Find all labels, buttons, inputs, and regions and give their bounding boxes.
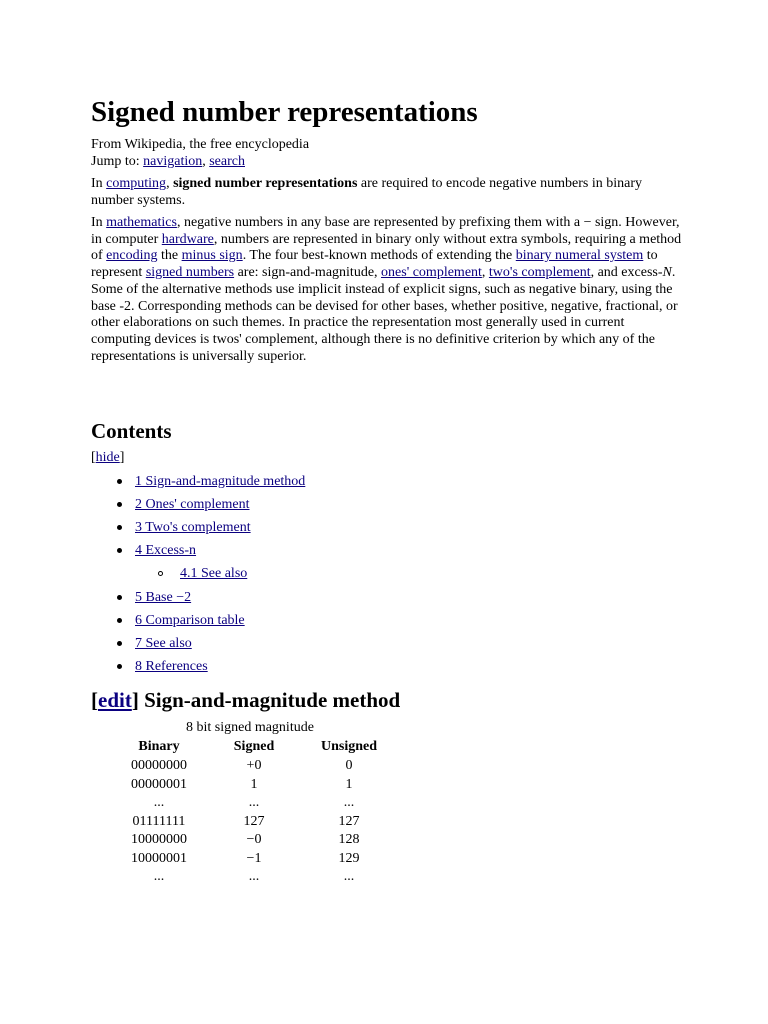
text: , and excess- <box>590 265 663 281</box>
table-caption: 8 bit signed magnitude <box>186 720 314 735</box>
text: In <box>91 176 107 191</box>
bracket-open: [ <box>91 450 96 465</box>
search-link[interactable]: search <box>209 154 245 169</box>
table-row <box>120 850 388 869</box>
cell-unsigned: 129 <box>338 850 360 866</box>
body-paragraph <box>91 215 684 365</box>
toc-item-references[interactable]: 8 References <box>135 659 208 674</box>
bracket-close: ] <box>131 688 139 712</box>
text: the <box>157 248 182 264</box>
ones-complement-link[interactable]: ones' complement <box>381 265 482 281</box>
text: , numbers are represented in binary only without extra symbols, requiring a method of <box>91 231 682 264</box>
table-row <box>120 868 388 887</box>
page-title: Signed number representations <box>91 96 478 128</box>
circle-bullet-icon <box>158 571 163 576</box>
table-header-row <box>120 738 388 757</box>
toc-item-sign-and-magnitude[interactable]: 1 Sign-and-magnitude method <box>135 474 306 489</box>
bullet-icon <box>117 664 122 669</box>
cell-binary: 01111111 <box>132 813 186 829</box>
toc-item-see-also[interactable]: 7 See also <box>135 636 192 651</box>
navigation-link[interactable]: navigation <box>143 154 203 169</box>
text: . The four best-known methods of extending the <box>242 248 516 264</box>
bullet-icon <box>117 525 122 530</box>
jump-to-line <box>91 153 309 170</box>
cell-unsigned: ... <box>343 869 355 885</box>
table-row <box>120 776 388 795</box>
contents-heading: Contents <box>91 419 172 443</box>
computing-link[interactable]: computing <box>106 176 167 191</box>
text: , <box>166 176 174 191</box>
section-heading-sign-and-magnitude <box>91 687 400 713</box>
bullet-icon <box>117 548 122 553</box>
cell-signed: ... <box>248 869 260 885</box>
intro-paragraph <box>91 175 681 209</box>
text: are: sign-and-magnitude, <box>234 265 382 281</box>
hide-link[interactable]: hide <box>95 450 120 465</box>
toc-item-base-minus-2[interactable]: 5 Base −2 <box>135 590 192 605</box>
jump-prefix: Jump to: <box>91 154 144 169</box>
from-line: From Wikipedia, the free encyclopedia <box>91 137 310 152</box>
hardware-link[interactable]: hardware <box>161 231 214 247</box>
bracket-open: [ <box>91 688 98 712</box>
column-header-unsigned: Unsigned <box>320 739 378 754</box>
cell-unsigned: 0 <box>345 758 353 774</box>
cell-signed: 127 <box>243 813 265 829</box>
edit-link[interactable]: edit <box>98 688 132 712</box>
minus-sign-link[interactable]: minus sign <box>181 248 243 264</box>
cell-unsigned: 127 <box>338 813 360 829</box>
section-title: Sign-and-magnitude method <box>138 688 401 712</box>
table-row <box>120 831 388 850</box>
cell-signed: ... <box>248 795 260 811</box>
bold-term: signed number representations <box>173 176 358 191</box>
binary-numeral-system-link[interactable]: binary numeral system <box>515 248 644 264</box>
cell-signed: 1 <box>250 776 258 792</box>
mathematics-link[interactable]: mathematics <box>106 215 177 230</box>
cell-binary: ... <box>153 795 165 811</box>
bullet-icon <box>117 618 122 623</box>
column-header-binary: Binary <box>138 739 180 754</box>
cell-unsigned: 1 <box>345 776 353 792</box>
cell-signed: −0 <box>246 832 262 848</box>
bullet-icon <box>117 641 122 646</box>
italic-n: N <box>662 265 672 281</box>
twos-complement-link[interactable]: two's complement <box>488 265 591 281</box>
text: , negative numbers in any base are represented by prefixing them with a − sign. However, in computer <box>91 215 680 247</box>
bracket-close: ] <box>119 450 125 465</box>
cell-binary: 10000000 <box>131 832 187 848</box>
sign-magnitude-table <box>120 738 388 887</box>
toc-toggle <box>91 449 124 466</box>
subtitle-block <box>91 136 309 170</box>
cell-binary: 00000000 <box>131 758 187 774</box>
text: In <box>91 215 107 230</box>
cell-signed: +0 <box>246 758 262 774</box>
text: , <box>481 265 489 281</box>
encoding-link[interactable]: encoding <box>106 248 158 264</box>
cell-binary: 10000001 <box>131 850 187 866</box>
table-row <box>120 813 388 832</box>
toc-item-ones-complement[interactable]: 2 Ones' complement <box>135 497 250 512</box>
column-header-signed: Signed <box>233 739 275 754</box>
cell-unsigned: 128 <box>338 832 360 848</box>
bullet-icon <box>117 595 122 600</box>
table-row <box>120 794 388 813</box>
toc-item-comparison-table[interactable]: 6 Comparison table <box>135 613 245 628</box>
cell-signed: −1 <box>246 850 262 866</box>
cell-unsigned: ... <box>343 795 355 811</box>
jump-separator: , <box>202 154 210 169</box>
signed-numbers-link[interactable]: signed numbers <box>145 265 235 281</box>
toc-item-twos-complement[interactable]: 3 Two's complement <box>135 520 251 535</box>
toc-item-excess-n[interactable]: 4 Excess-n <box>135 543 197 558</box>
text: are required to encode negative numbers in binary number systems. <box>91 176 642 208</box>
cell-binary: ... <box>153 869 165 885</box>
cell-binary: 00000001 <box>131 776 187 792</box>
text: to represent <box>91 248 658 281</box>
table-row <box>120 757 388 776</box>
text: . Some of the alternative methods use implicit instead of explicit signs, such as negative binary, using the base -2. Corresponding methods can be devised for other bases, whether positive, negative, fractional, or other elaborations on such themes. In practice the representation most generally used in current computing devices is twos' complement, although there is no definitive criterion by which any of the representations is universally superior. <box>91 265 678 364</box>
bullet-icon <box>117 502 122 507</box>
toc-item-excess-n-see-also[interactable]: 4.1 See also <box>180 566 248 581</box>
bullet-icon <box>117 479 122 484</box>
